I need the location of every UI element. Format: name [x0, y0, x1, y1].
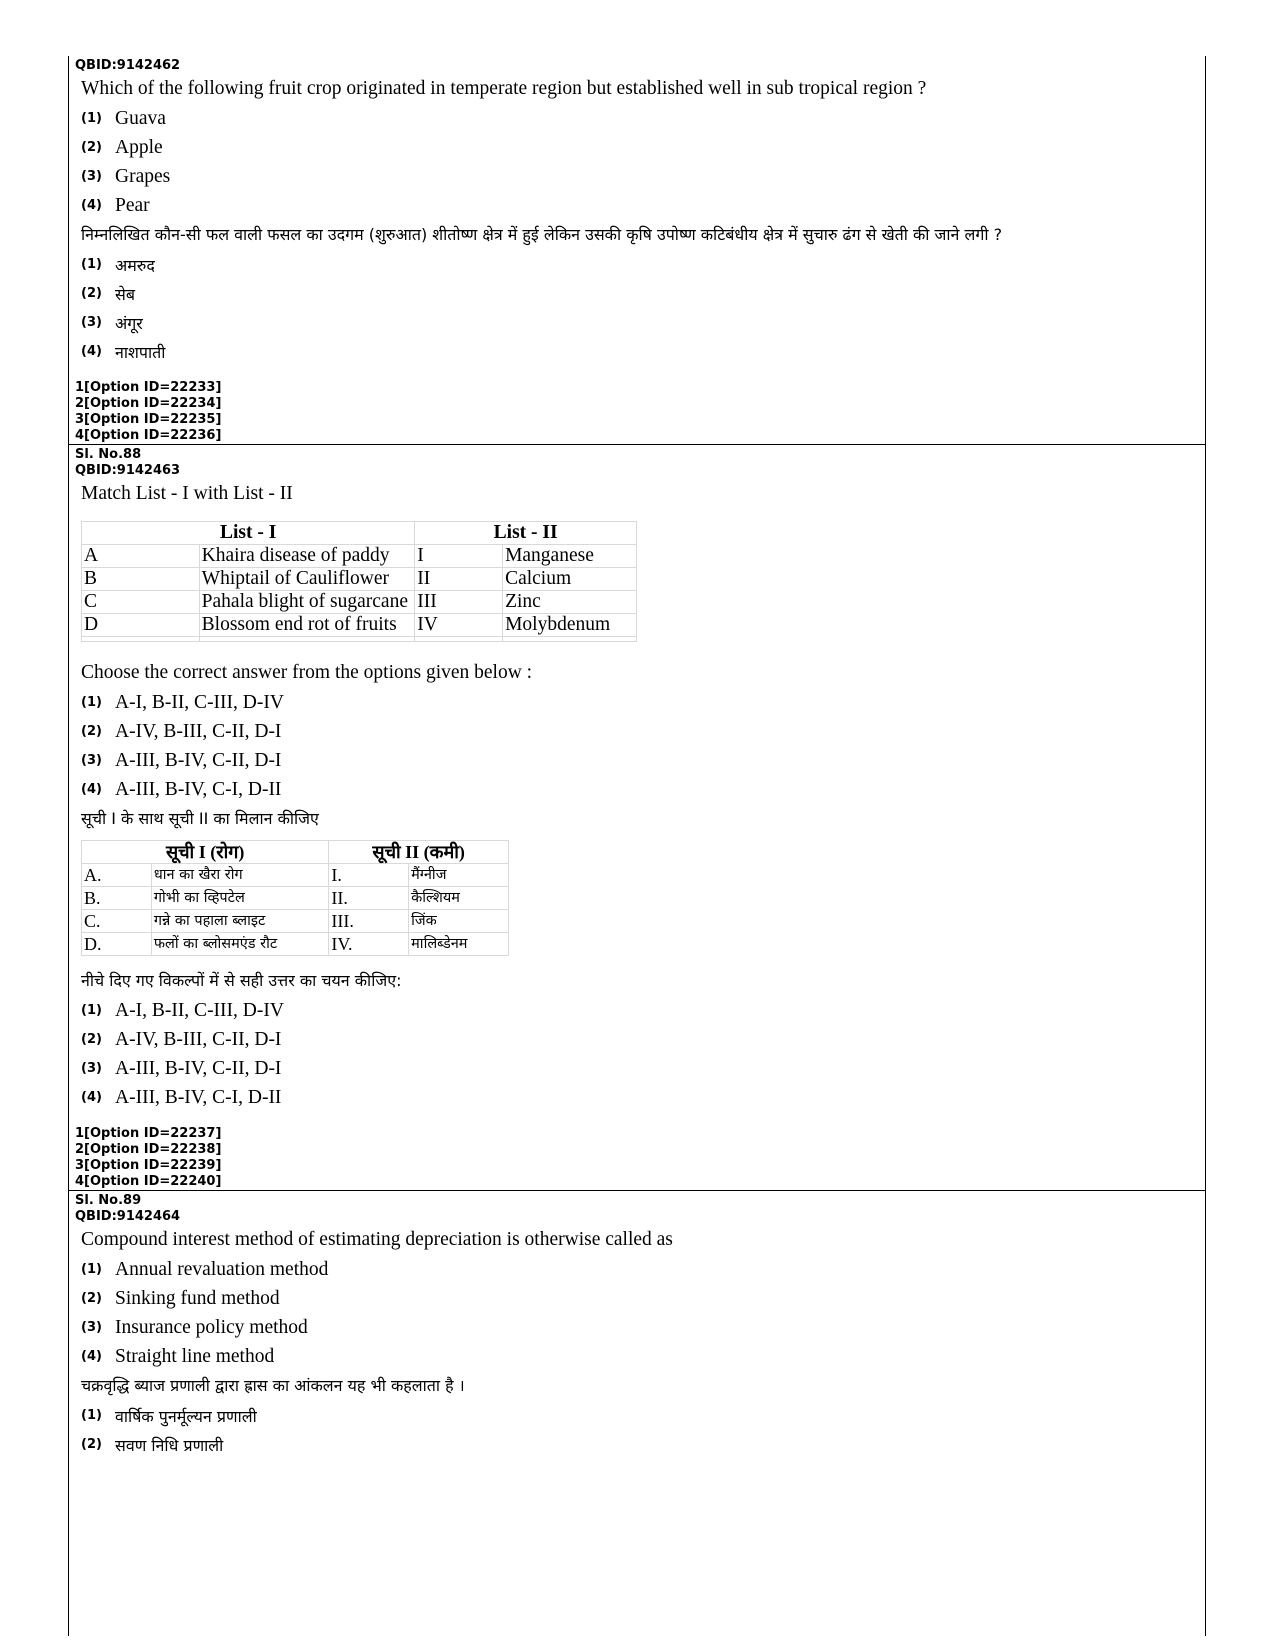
- options-hi: [75, 1401, 1205, 1459]
- question-text-en: Compound interest method of estimating depreciation is otherwise called as: [81, 1229, 673, 1250]
- options-en: [75, 1255, 1205, 1371]
- table-header: [82, 522, 637, 545]
- table-spacer-row: [82, 637, 637, 642]
- question-block-88: [69, 444, 1205, 1190]
- qbid: QBID:9142464: [75, 1209, 181, 1224]
- question-block-89: [69, 1190, 1205, 1459]
- choose-text-hi: नीचे दिए गए विकल्पों में से सही उत्तर का चयन कीजिए:: [81, 971, 402, 990]
- option-id: 1[Option ID=22237]: [75, 1126, 222, 1141]
- table-row: C. गन्ने का पहाला ब्लाइट III. जिंक: [82, 910, 509, 933]
- option-id: 2[Option ID=22238]: [75, 1142, 222, 1157]
- list-1-header: सूची I (रोग): [82, 841, 329, 864]
- option-1-hi: (1) अमरुद: [81, 255, 155, 275]
- table-row: A. धान का खैरा रोग I. मैंग्नीज: [82, 864, 509, 887]
- option-2-en: (2) Apple: [81, 136, 163, 158]
- qbid: QBID:9142463: [75, 463, 181, 478]
- serial-number: Sl. No.89: [75, 1193, 142, 1208]
- question-text-en: Match List - I with List - II: [81, 483, 293, 504]
- option-4-en: (4) A-III, B-IV, C-I, D-II: [81, 778, 282, 800]
- option-1-en: (1) A-I, B-II, C-III, D-IV: [81, 691, 284, 713]
- option-2-en: (2) Sinking fund method: [81, 1287, 280, 1309]
- table-row: A Khaira disease of paddy I Manganese: [82, 545, 637, 568]
- option-2-hi: (2) सवण निधि प्रणाली: [81, 1435, 224, 1455]
- options-hi: [75, 996, 1205, 1112]
- option-id: 4[Option ID=22236]: [75, 428, 222, 443]
- table-header: [82, 841, 509, 864]
- match-table-en: [81, 521, 637, 642]
- option-1-en: (1) Guava: [81, 107, 166, 129]
- option-2-en: (2) A-IV, B-III, C-II, D-I: [81, 720, 282, 742]
- option-2-hi: (2) A-IV, B-III, C-II, D-I: [81, 1028, 282, 1050]
- options-en: [75, 104, 1205, 220]
- question-text-hi: चक्रवृद्धि ब्याज प्रणाली द्वारा ह्रास का आंकलन यह भी कहलाता है ।: [81, 1376, 465, 1395]
- option-4-en: (4) Straight line method: [81, 1345, 275, 1367]
- option-3-en: (3) A-III, B-IV, C-II, D-I: [81, 749, 282, 771]
- question-text-hi: निम्नलिखित कौन-सी फल वाली फसल का उदगम (शुरुआत) शीतोष्ण क्षेत्र में हुई लेकिन उसकी कृषि उपोष्ण कटिबंधीय क्षेत्र में सुचारु ढंग से खेती की जाने लगी ?: [81, 225, 1003, 244]
- serial-number: Sl. No.88: [75, 447, 142, 462]
- options-hi: [75, 250, 1205, 366]
- option-4-hi: (4) नाशपाती: [81, 342, 166, 362]
- table-row: D Blossom end rot of fruits IV Molybdenum: [82, 614, 637, 637]
- option-id: 2[Option ID=22234]: [75, 396, 222, 411]
- options-en: [75, 688, 1205, 804]
- list-2-header: सूची II (कमी): [329, 841, 509, 864]
- question-block-87: [69, 56, 1205, 444]
- option-3-hi: (3) A-III, B-IV, C-II, D-I: [81, 1057, 282, 1079]
- option-id: 3[Option ID=22239]: [75, 1158, 222, 1173]
- option-1-hi: (1) वार्षिक पुनर्मूल्यन प्रणाली: [81, 1406, 257, 1426]
- option-1-hi: (1) A-I, B-II, C-III, D-IV: [81, 999, 284, 1021]
- option-id: 1[Option ID=22233]: [75, 380, 222, 395]
- match-table-hi: [81, 840, 509, 956]
- choose-text-en: Choose the correct answer from the options given below :: [81, 662, 533, 683]
- option-3-en: (3) Insurance policy method: [81, 1316, 308, 1338]
- option-1-en: (1) Annual revaluation method: [81, 1258, 329, 1280]
- list-2-header: List - II: [415, 522, 637, 545]
- option-3-en: (3) Grapes: [81, 165, 171, 187]
- option-ids: [75, 380, 1205, 444]
- question-paper-frame: [68, 56, 1206, 1636]
- question-text-en: Which of the following fruit crop originated in temperate region but established well in sub tropical region ?: [81, 78, 927, 99]
- option-3-hi: (3) अंगूर: [81, 313, 143, 333]
- table-row: B. गोभी का व्हिपटेल II. कैल्शियम: [82, 887, 509, 910]
- table-row: B Whiptail of Cauliflower II Calcium: [82, 568, 637, 591]
- option-4-en: (4) Pear: [81, 194, 150, 216]
- qbid: QBID:9142462: [75, 58, 181, 73]
- option-ids: [75, 1126, 1205, 1190]
- option-2-hi: (2) सेब: [81, 284, 135, 304]
- list-1-header: List - I: [82, 522, 415, 545]
- table-row: C Pahala blight of sugarcane III Zinc: [82, 591, 637, 614]
- option-4-hi: (4) A-III, B-IV, C-I, D-II: [81, 1086, 282, 1108]
- question-text-hi: सूची I के साथ सूची II का मिलान कीजिए: [81, 809, 319, 828]
- option-id: 3[Option ID=22235]: [75, 412, 222, 427]
- option-id: 4[Option ID=22240]: [75, 1174, 222, 1189]
- table-row: D. फलों का ब्लोसमएंड रौट IV. मालिब्डेनम: [82, 933, 509, 956]
